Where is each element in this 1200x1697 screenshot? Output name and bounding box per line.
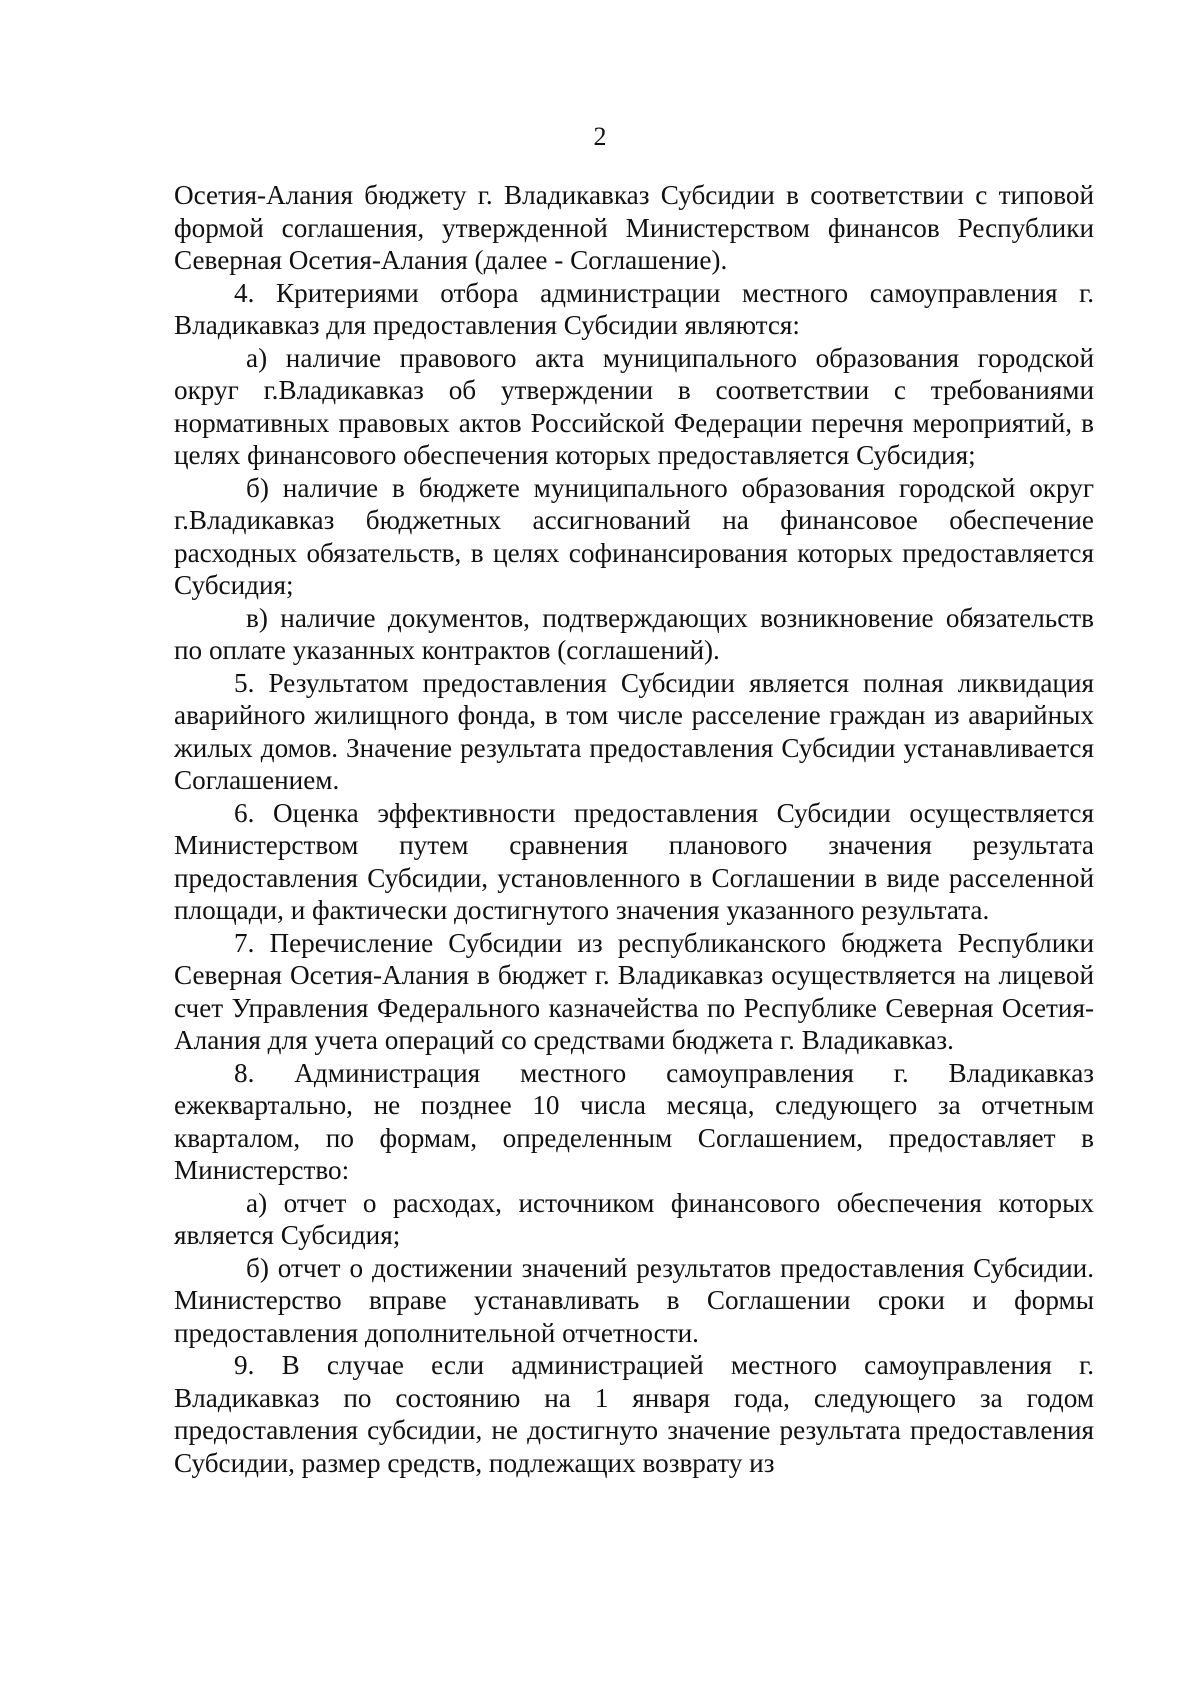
paragraph-4a: а) наличие правового акта муниципального образования городской округ г.Владикавказ об утверждении в соответствии с требованиями нормативных правовых актов Российской Федерации перечня мероприятий, в целях финансового обеспечения которых предоставляется Субсидия; [174,342,1094,470]
paragraph-8b: б) отчет о достижении значений результатов предоставления Субсидии. Министерство вправе устанавливать в Соглашении сроки и формы предоставления дополнительной отчетности. [174,1252,1094,1348]
paragraph-8a: а) отчет о расходах, источником финансового обеспечения которых является Субсидия; [174,1187,1094,1250]
paragraph-4b: б) наличие в бюджете муниципального образования городской округ г.Владикавказ бюджетных ассигнований на финансовое обеспечение расходных обязательств, в целях софинансирования которых предоставляется Субсидия; [174,472,1094,600]
paragraph-agreement-continuation: Осетия-Алания бюджету г. Владикавказ Субсидии в соответствии с типовой формой соглашения, утвержденной Министерством финансов Республики Северная Осетия-Алания (далее - Соглашение). [174,180,1094,275]
paragraph-4-criteria: 4. Критериями отбора администрации местного самоуправления г. Владикавказ для предоставления Субсидии являются: [174,277,1094,340]
paragraph-7-transfer: 7. Перечисление Субсидии из республиканского бюджета Республики Северная Осетия-Алания в бюджет г. Владикавказ осуществляется на лицевой счет Управления Федерального казначейства по Республике Северная Осетия-Алания для учета операций со средствами бюджета г. Владикавказ. [174,927,1094,1055]
paragraph-5-result: 5. Результатом предоставления Субсидии является полная ликвидация аварийного жилищного фонда, в том числе расселение граждан из аварийных жилых домов. Значение результата предоставления Субсидии устанавливается Соглашением. [174,667,1094,795]
document-body [174,179,1094,1479]
paragraph-8-reporting: 8. Администрация местного самоуправления г. Владикавказ ежеквартально, не позднее 10 числа месяца, следующего за отчетным кварталом, по формам, определенным Соглашением, предоставляет в Министерство: [174,1057,1094,1185]
page-number: 2 [593,122,607,151]
paragraph-4c: в) наличие документов, подтверждающих возникновение обязательств по оплате указанных контрактов (соглашений). [174,602,1094,665]
paragraph-6-evaluation: 6. Оценка эффективности предоставления Субсидии осуществляется Министерством путем сравнения планового значения результата предоставления Субсидии, установленного в Соглашении в виде расселенной площади, и фактически достигнутого значения указанного результата. [174,797,1094,925]
paragraph-9-return: 9. В случае если администрацией местного самоуправления г. Владикавказ по состоянию на 1 января года, следующего за годом предоставления субсидии, не достигнуто значение результата предоставления Субсидии, размер средств, подлежащих возврату из [174,1350,1094,1478]
